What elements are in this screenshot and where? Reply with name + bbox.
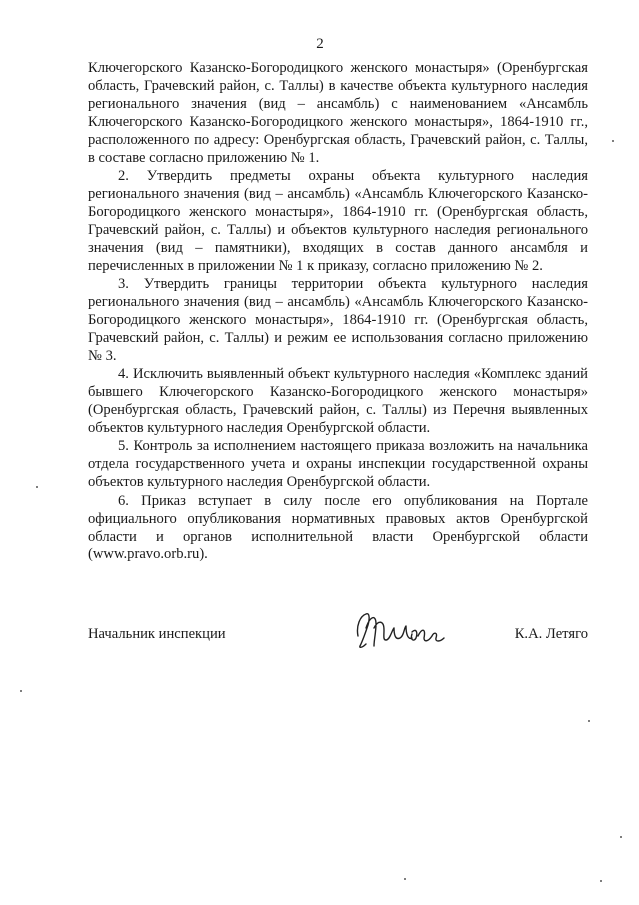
signature-block: [88, 624, 588, 664]
scan-speck: [600, 880, 602, 882]
scan-speck: [612, 140, 614, 142]
scan-speck: [588, 720, 590, 722]
paragraph-item-5: 5. Контроль за исполнением настоящего приказа возложить на начальника отдела государственного учета и охраны инспекции государственной охраны объектов культурного наследия Оренбургской области.: [88, 438, 588, 491]
paragraph-item-4: 4. Исключить выявленный объект культурного наследия «Комплекс зданий бывшего Ключегорского Казанско-Богородицкого женского монастыря» (Оренбургская область, Грачевский район, с. Таллы) из Перечня выявленных объектов культурного наследия Оренбургской области.: [88, 366, 588, 436]
signatory-position: Начальник инспекции: [88, 626, 226, 642]
scan-speck: [36, 486, 38, 488]
scan-speck: [20, 690, 22, 692]
signatory-name: К.А. Летяго: [514, 626, 588, 642]
paragraph-continuation: Ключегорского Казанско-Богородицкого женского монастыря» (Оренбургская область, Грачевский район, с. Таллы) в качестве объекта культурного наследия регионального значения (вид – ансамбль) с наименованием «Ансамбль Ключегорского Казанско-Богородицкого женского монастыря», 1864-1910 гг., расположенного по адресу: Оренбургская область, Грачевский район, с. Таллы, в составе согласно приложению № 1.: [88, 60, 588, 166]
paragraph-item-2: 2. Утвердить предметы охраны объекта культурного наследия регионального значения (вид – ансамбль) «Ансамбль Ключегорского Казанско-Богородицкого женского монастыря», 1864-1910 гг. (Оренбургская область, Грачевский район, с. Таллы) и объектов культурного наследия регионального значения (вид – памятники), входящих в состав данного ансамбля и перечисленных в приложении № 1 к приказу, согласно приложению № 2.: [88, 168, 588, 274]
paragraph-item-3: 3. Утвердить границы территории объекта культурного наследия регионального значения (вид – ансамбль) «Ансамбль Ключегорского Казанско-Богородицкого женского монастыря», 1864-1910 гг. (Оренбургская область, Грачевский район, с. Таллы) и режим ее использования согласно приложению № 3.: [88, 276, 588, 364]
page-number: 2: [316, 36, 324, 52]
handwritten-signature: [350, 606, 460, 654]
paragraph-item-6: 6. Приказ вступает в силу после его опубликования на Портале официального опубликования нормативных правовых актов Оренбургской области и органов исполнительной власти Оренбургской области (www.pravo.orb.ru).: [88, 492, 588, 563]
document-body: [88, 60, 588, 564]
scan-speck: [620, 836, 622, 838]
scan-speck: [404, 878, 406, 880]
